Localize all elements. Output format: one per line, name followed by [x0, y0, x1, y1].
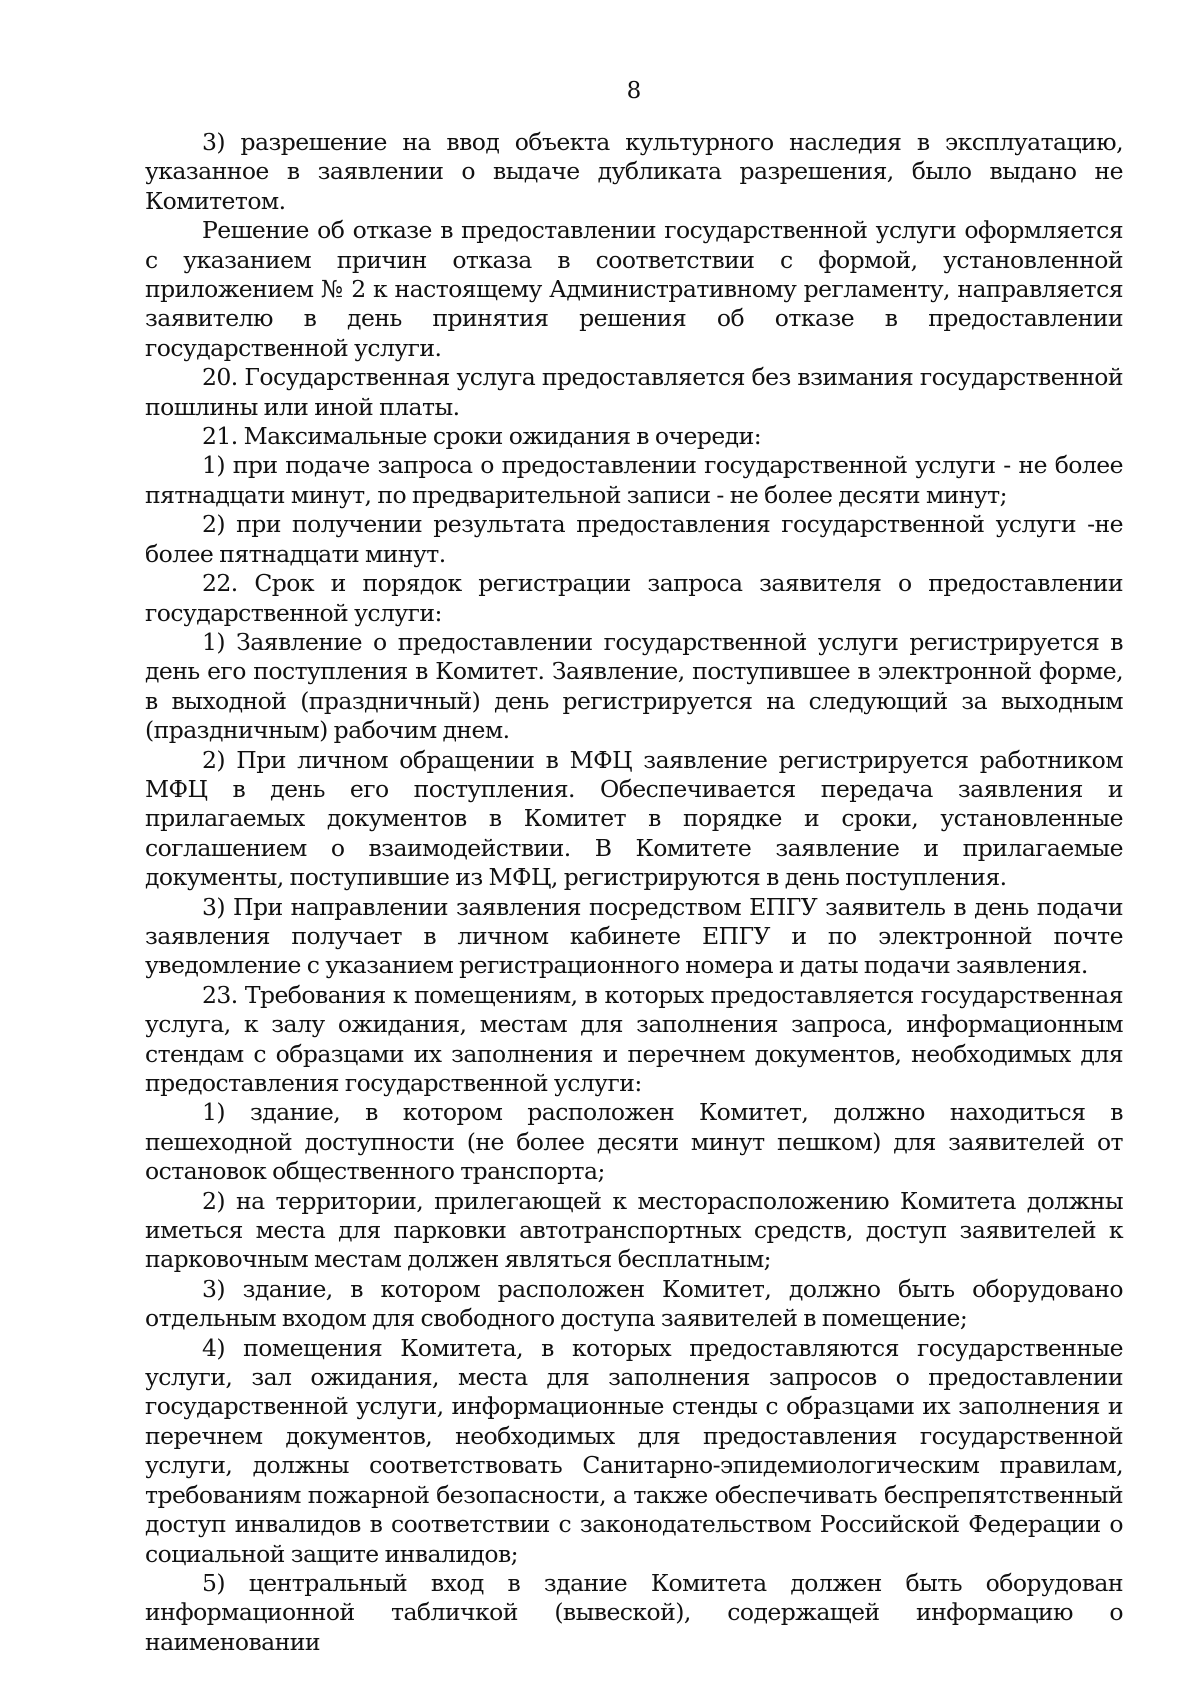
paragraph: 21. Максимальные сроки ожидания в очереди:: [202, 422, 762, 451]
paragraph: 1) здание, в котором расположен Комитет, должно находиться в пешеходной доступности (не более десяти минут пешком) для заявителей от остановок общественного транспорта;: [145, 1098, 1123, 1186]
paragraph: 22. Срок и порядок регистрации запроса заявителя о предоставлении государственной услуги:: [145, 569, 1123, 627]
paragraph: Решение об отказе в предоставлении государственной услуги оформляется с указанием причин отказа в соответствии с формой, установленной приложением № 2 к настоящему Административному регламенту, направляется заявителю в день принятия решения об отказе в предоставлении государственной услуги.: [145, 216, 1123, 362]
paragraph: 2) при получении результата предоставления государственной услуги -не более пятнадцати минут.: [145, 510, 1123, 568]
paragraph: 2) При личном обращении в МФЦ заявление регистрируется работником МФЦ в день его поступления. Обеспечивается передача заявления и прилагаемых документов в Комитет в порядке и сроки, установленные соглашением о взаимодействии. В Комитете заявление и прилагаемые документы, поступившие из МФЦ, регистрируются в день поступления.: [145, 745, 1123, 892]
page-number: 8: [626, 78, 642, 104]
paragraph: 20. Государственная услуга предоставляется без взимания государственной пошлины или иной платы.: [145, 363, 1123, 421]
paragraph: 5) центральный вход в здание Комитета должен быть оборудован информационной табличкой (вывеской), содержащей информацию о наименовании: [145, 1568, 1123, 1656]
paragraph: 3) здание, в котором расположен Комитет, должно быть оборудовано отдельным входом для свободного доступа заявителей в помещение;: [145, 1274, 1123, 1333]
paragraph: 3) разрешение на ввод объекта культурного наследия в эксплуатацию, указанное в заявлении о выдаче дубликата разрешения, было выдано не Комитетом.: [145, 128, 1123, 215]
paragraph: 23. Требования к помещениям, в которых предоставляется государственная услуга, к залу ожидания, местам для заполнения запроса, информационным стендам с образцами их заполнения и перечнем документов, необходимых для предоставления государственной услуги:: [145, 980, 1123, 1097]
paragraph: 4) помещения Комитета, в которых предоставляются государственные услуги, зал ожидания, места для заполнения запросов о предоставлении государственной услуги, информационные стенды с образцами их заполнения и перечнем документов, необходимых для предоставления государственной услуги, должны соответствовать Санитарно-эпидемиологическим правилам, требованиям пожарной безопасности, а также обеспечивать беспрепятственный доступ инвалидов в соответствии с законодательством Российской Федерации о социальной защите инвалидов;: [145, 1333, 1123, 1568]
paragraph: 2) на территории, прилегающей к месторасположению Комитета должны иметься места для парковки автотранспортных средств, доступ заявителей к парковочным местам должен являться бесплатным;: [145, 1186, 1123, 1274]
paragraph: 3) При направлении заявления посредством ЕПГУ заявитель в день подачи заявления получает в личном кабинете ЕПГУ и по электронной почте уведомление с указанием регистрационного номера и даты подачи заявления.: [145, 892, 1123, 980]
paragraph: 1) при подаче запроса о предоставлении государственной услуги - не более пятнадцати минут, по предварительной записи - не более десяти минут;: [145, 451, 1123, 509]
paragraph: 1) Заявление о предоставлении государственной услуги регистрируется в день его поступления в Комитет. Заявление, поступившее в электронной форме, в выходной (праздничный) день регистрируется на следующий за выходным (праздничным) рабочим днем.: [145, 627, 1123, 745]
document-body: [145, 128, 1123, 1657]
